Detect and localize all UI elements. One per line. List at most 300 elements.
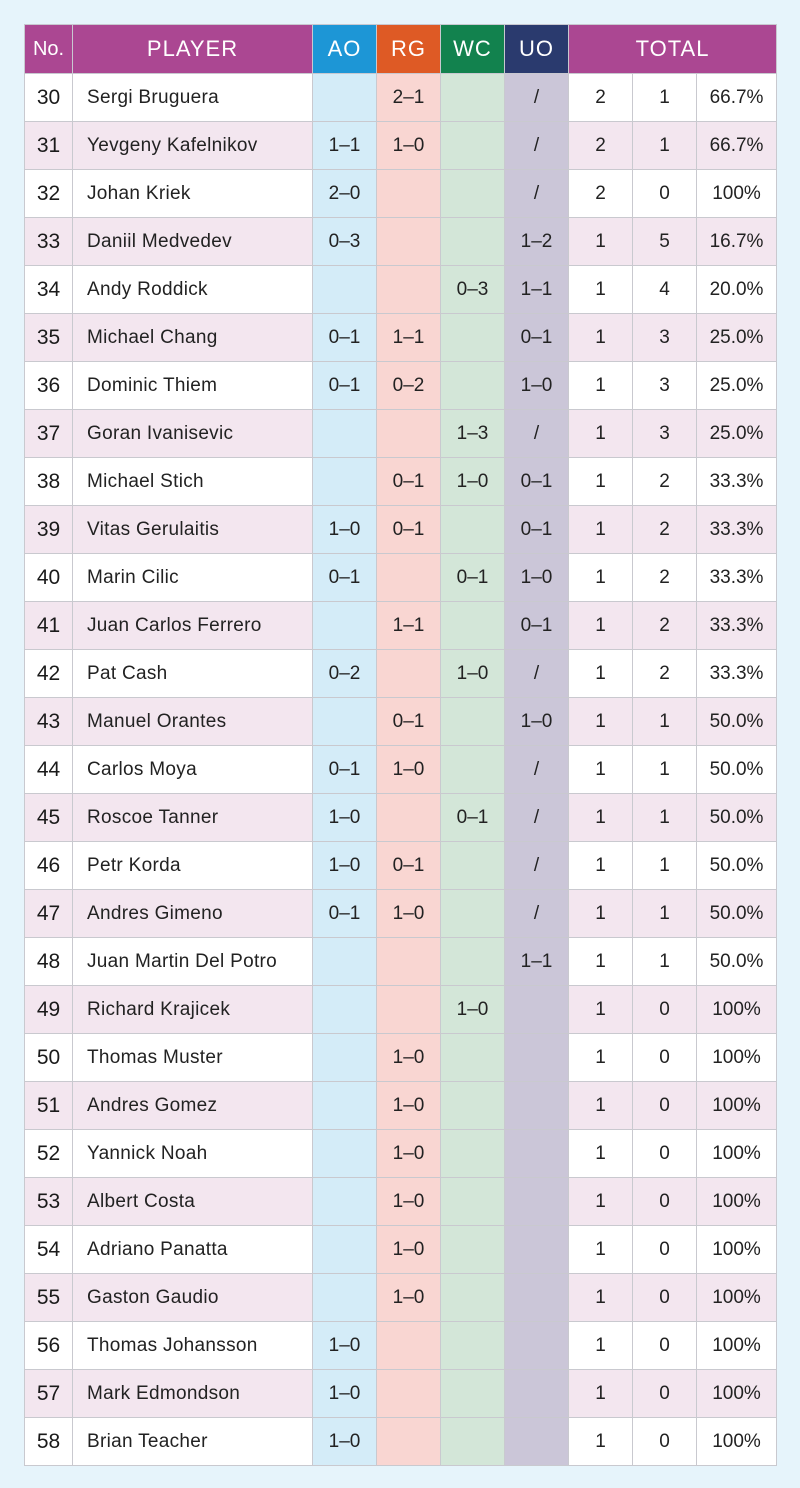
cell-pct: 100% bbox=[697, 1178, 777, 1226]
cell-losses: 0 bbox=[633, 1226, 697, 1274]
cell-pct: 33.3% bbox=[697, 602, 777, 650]
cell-player: Sergi Bruguera bbox=[73, 74, 313, 122]
cell-no: 40 bbox=[25, 554, 73, 602]
cell-uo: / bbox=[505, 122, 569, 170]
cell-no: 53 bbox=[25, 1178, 73, 1226]
cell-player: Pat Cash bbox=[73, 650, 313, 698]
cell-losses: 0 bbox=[633, 1130, 697, 1178]
cell-pct: 66.7% bbox=[697, 122, 777, 170]
table-row bbox=[25, 218, 777, 266]
cell-no: 33 bbox=[25, 218, 73, 266]
cell-pct: 20.0% bbox=[697, 266, 777, 314]
cell-player: Michael Chang bbox=[73, 314, 313, 362]
cell-wins: 1 bbox=[569, 602, 633, 650]
cell-rg bbox=[377, 794, 441, 842]
cell-uo bbox=[505, 1226, 569, 1274]
cell-wc: 1–0 bbox=[441, 986, 505, 1034]
table-row bbox=[25, 1322, 777, 1370]
cell-wc bbox=[441, 218, 505, 266]
cell-rg bbox=[377, 554, 441, 602]
cell-ao: 1–0 bbox=[313, 1418, 377, 1466]
cell-ao bbox=[313, 74, 377, 122]
cell-wc bbox=[441, 170, 505, 218]
cell-wc bbox=[441, 1082, 505, 1130]
cell-no: 58 bbox=[25, 1418, 73, 1466]
cell-wc: 0–1 bbox=[441, 794, 505, 842]
cell-pct: 25.0% bbox=[697, 314, 777, 362]
cell-wc bbox=[441, 938, 505, 986]
cell-pct: 100% bbox=[697, 1130, 777, 1178]
cell-wins: 2 bbox=[569, 74, 633, 122]
cell-no: 54 bbox=[25, 1226, 73, 1274]
table-row bbox=[25, 1178, 777, 1226]
cell-losses: 3 bbox=[633, 314, 697, 362]
cell-rg bbox=[377, 218, 441, 266]
cell-rg: 1–0 bbox=[377, 122, 441, 170]
cell-wins: 1 bbox=[569, 794, 633, 842]
cell-player: Juan Carlos Ferrero bbox=[73, 602, 313, 650]
cell-uo: 0–1 bbox=[505, 314, 569, 362]
table-row bbox=[25, 890, 777, 938]
table-row bbox=[25, 602, 777, 650]
cell-losses: 3 bbox=[633, 410, 697, 458]
header-no: No. bbox=[25, 25, 73, 74]
cell-no: 57 bbox=[25, 1370, 73, 1418]
cell-no: 31 bbox=[25, 122, 73, 170]
cell-pct: 16.7% bbox=[697, 218, 777, 266]
cell-player: Roscoe Tanner bbox=[73, 794, 313, 842]
table-row bbox=[25, 1082, 777, 1130]
cell-player: Michael Stich bbox=[73, 458, 313, 506]
cell-rg: 1–0 bbox=[377, 1130, 441, 1178]
cell-uo: / bbox=[505, 74, 569, 122]
table-row bbox=[25, 122, 777, 170]
cell-pct: 50.0% bbox=[697, 842, 777, 890]
cell-pct: 100% bbox=[697, 1034, 777, 1082]
cell-rg: 1–0 bbox=[377, 1226, 441, 1274]
cell-rg bbox=[377, 938, 441, 986]
cell-wins: 1 bbox=[569, 362, 633, 410]
header-total: TOTAL bbox=[569, 25, 777, 74]
cell-wins: 1 bbox=[569, 1178, 633, 1226]
cell-pct: 100% bbox=[697, 1274, 777, 1322]
cell-wins: 1 bbox=[569, 1130, 633, 1178]
cell-uo bbox=[505, 1130, 569, 1178]
cell-player: Mark Edmondson bbox=[73, 1370, 313, 1418]
cell-no: 51 bbox=[25, 1082, 73, 1130]
cell-wins: 1 bbox=[569, 698, 633, 746]
cell-rg: 0–1 bbox=[377, 842, 441, 890]
cell-ao bbox=[313, 986, 377, 1034]
cell-uo: / bbox=[505, 890, 569, 938]
cell-wc bbox=[441, 698, 505, 746]
cell-uo bbox=[505, 1418, 569, 1466]
cell-player: Richard Krajicek bbox=[73, 986, 313, 1034]
cell-ao: 1–1 bbox=[313, 122, 377, 170]
cell-pct: 25.0% bbox=[697, 362, 777, 410]
table-row bbox=[25, 1274, 777, 1322]
table-row bbox=[25, 1418, 777, 1466]
cell-wc bbox=[441, 1418, 505, 1466]
cell-uo: 1–2 bbox=[505, 218, 569, 266]
table-row bbox=[25, 554, 777, 602]
cell-player: Petr Korda bbox=[73, 842, 313, 890]
cell-rg bbox=[377, 266, 441, 314]
cell-uo: 1–1 bbox=[505, 266, 569, 314]
table-row bbox=[25, 938, 777, 986]
cell-wc bbox=[441, 74, 505, 122]
cell-losses: 0 bbox=[633, 1178, 697, 1226]
cell-wins: 1 bbox=[569, 1418, 633, 1466]
cell-rg: 1–0 bbox=[377, 1082, 441, 1130]
cell-uo bbox=[505, 986, 569, 1034]
table-row bbox=[25, 314, 777, 362]
cell-no: 35 bbox=[25, 314, 73, 362]
cell-ao: 1–0 bbox=[313, 1322, 377, 1370]
table-row bbox=[25, 698, 777, 746]
cell-ao: 0–1 bbox=[313, 362, 377, 410]
cell-losses: 1 bbox=[633, 698, 697, 746]
cell-wins: 1 bbox=[569, 1082, 633, 1130]
cell-wins: 1 bbox=[569, 650, 633, 698]
cell-wc: 1–0 bbox=[441, 458, 505, 506]
header-wc: WC bbox=[441, 25, 505, 74]
cell-ao: 0–3 bbox=[313, 218, 377, 266]
cell-rg: 0–1 bbox=[377, 458, 441, 506]
cell-ao: 0–2 bbox=[313, 650, 377, 698]
table-row bbox=[25, 266, 777, 314]
cell-rg bbox=[377, 986, 441, 1034]
cell-ao: 1–0 bbox=[313, 1370, 377, 1418]
cell-uo: 1–0 bbox=[505, 698, 569, 746]
cell-player: Manuel Orantes bbox=[73, 698, 313, 746]
cell-no: 39 bbox=[25, 506, 73, 554]
cell-losses: 1 bbox=[633, 938, 697, 986]
cell-wins: 1 bbox=[569, 1274, 633, 1322]
header-row bbox=[25, 25, 777, 74]
cell-losses: 0 bbox=[633, 1322, 697, 1370]
cell-ao: 1–0 bbox=[313, 842, 377, 890]
cell-rg: 1–1 bbox=[377, 314, 441, 362]
cell-uo: 0–1 bbox=[505, 506, 569, 554]
cell-player: Vitas Gerulaitis bbox=[73, 506, 313, 554]
cell-wins: 1 bbox=[569, 506, 633, 554]
cell-player: Johan Kriek bbox=[73, 170, 313, 218]
cell-losses: 0 bbox=[633, 1034, 697, 1082]
cell-ao bbox=[313, 1226, 377, 1274]
cell-rg: 1–0 bbox=[377, 1178, 441, 1226]
cell-losses: 1 bbox=[633, 842, 697, 890]
cell-uo: 1–1 bbox=[505, 938, 569, 986]
cell-wc bbox=[441, 602, 505, 650]
cell-wins: 2 bbox=[569, 170, 633, 218]
cell-rg bbox=[377, 410, 441, 458]
cell-uo bbox=[505, 1370, 569, 1418]
cell-rg bbox=[377, 1370, 441, 1418]
cell-wc bbox=[441, 1226, 505, 1274]
cell-player: Adriano Panatta bbox=[73, 1226, 313, 1274]
cell-wins: 1 bbox=[569, 842, 633, 890]
cell-no: 43 bbox=[25, 698, 73, 746]
cell-no: 50 bbox=[25, 1034, 73, 1082]
cell-losses: 4 bbox=[633, 266, 697, 314]
cell-no: 36 bbox=[25, 362, 73, 410]
cell-rg: 2–1 bbox=[377, 74, 441, 122]
table-row bbox=[25, 842, 777, 890]
cell-player: Yevgeny Kafelnikov bbox=[73, 122, 313, 170]
cell-wc bbox=[441, 1370, 505, 1418]
cell-uo: / bbox=[505, 794, 569, 842]
cell-ao: 0–1 bbox=[313, 890, 377, 938]
cell-player: Albert Costa bbox=[73, 1178, 313, 1226]
cell-ao bbox=[313, 1274, 377, 1322]
table-row bbox=[25, 410, 777, 458]
cell-rg: 0–2 bbox=[377, 362, 441, 410]
cell-rg: 1–0 bbox=[377, 1274, 441, 1322]
cell-uo bbox=[505, 1034, 569, 1082]
cell-wc bbox=[441, 1130, 505, 1178]
cell-no: 45 bbox=[25, 794, 73, 842]
cell-losses: 2 bbox=[633, 650, 697, 698]
cell-pct: 33.3% bbox=[697, 650, 777, 698]
cell-no: 34 bbox=[25, 266, 73, 314]
cell-wc bbox=[441, 122, 505, 170]
cell-player: Brian Teacher bbox=[73, 1418, 313, 1466]
cell-ao: 1–0 bbox=[313, 506, 377, 554]
cell-wc: 1–3 bbox=[441, 410, 505, 458]
cell-uo: / bbox=[505, 170, 569, 218]
cell-losses: 0 bbox=[633, 1370, 697, 1418]
table-row bbox=[25, 1226, 777, 1274]
cell-ao bbox=[313, 1082, 377, 1130]
cell-no: 37 bbox=[25, 410, 73, 458]
cell-wc: 0–1 bbox=[441, 554, 505, 602]
cell-losses: 1 bbox=[633, 890, 697, 938]
cell-losses: 1 bbox=[633, 74, 697, 122]
cell-wc: 0–3 bbox=[441, 266, 505, 314]
cell-player: Yannick Noah bbox=[73, 1130, 313, 1178]
cell-losses: 2 bbox=[633, 602, 697, 650]
cell-wins: 1 bbox=[569, 554, 633, 602]
standings-table bbox=[24, 24, 777, 1466]
cell-losses: 2 bbox=[633, 458, 697, 506]
cell-losses: 1 bbox=[633, 794, 697, 842]
cell-player: Marin Cilic bbox=[73, 554, 313, 602]
cell-ao: 2–0 bbox=[313, 170, 377, 218]
cell-no: 38 bbox=[25, 458, 73, 506]
cell-no: 49 bbox=[25, 986, 73, 1034]
cell-player: Thomas Johansson bbox=[73, 1322, 313, 1370]
cell-ao bbox=[313, 938, 377, 986]
table-row bbox=[25, 362, 777, 410]
cell-wins: 1 bbox=[569, 1370, 633, 1418]
table-row bbox=[25, 746, 777, 794]
cell-rg bbox=[377, 650, 441, 698]
cell-wc bbox=[441, 1274, 505, 1322]
cell-wc: 1–0 bbox=[441, 650, 505, 698]
cell-wc bbox=[441, 1034, 505, 1082]
table-row bbox=[25, 1130, 777, 1178]
header-uo: UO bbox=[505, 25, 569, 74]
cell-player: Daniil Medvedev bbox=[73, 218, 313, 266]
header-player: PLAYER bbox=[73, 25, 313, 74]
cell-no: 46 bbox=[25, 842, 73, 890]
cell-uo: / bbox=[505, 746, 569, 794]
cell-pct: 100% bbox=[697, 1322, 777, 1370]
cell-pct: 50.0% bbox=[697, 746, 777, 794]
cell-wc bbox=[441, 362, 505, 410]
cell-ao bbox=[313, 266, 377, 314]
cell-wins: 1 bbox=[569, 410, 633, 458]
cell-no: 55 bbox=[25, 1274, 73, 1322]
cell-rg bbox=[377, 1418, 441, 1466]
cell-ao bbox=[313, 410, 377, 458]
cell-uo: 1–0 bbox=[505, 362, 569, 410]
cell-wc bbox=[441, 1178, 505, 1226]
cell-no: 44 bbox=[25, 746, 73, 794]
table-row bbox=[25, 650, 777, 698]
cell-rg: 1–0 bbox=[377, 890, 441, 938]
cell-pct: 100% bbox=[697, 1082, 777, 1130]
cell-pct: 66.7% bbox=[697, 74, 777, 122]
cell-uo bbox=[505, 1322, 569, 1370]
cell-wins: 1 bbox=[569, 986, 633, 1034]
cell-pct: 50.0% bbox=[697, 890, 777, 938]
cell-ao: 0–1 bbox=[313, 746, 377, 794]
cell-uo: / bbox=[505, 410, 569, 458]
cell-uo bbox=[505, 1178, 569, 1226]
cell-no: 48 bbox=[25, 938, 73, 986]
cell-rg: 1–1 bbox=[377, 602, 441, 650]
cell-losses: 2 bbox=[633, 554, 697, 602]
cell-pct: 100% bbox=[697, 170, 777, 218]
cell-wc bbox=[441, 506, 505, 554]
header-ao: AO bbox=[313, 25, 377, 74]
cell-player: Thomas Muster bbox=[73, 1034, 313, 1082]
cell-no: 56 bbox=[25, 1322, 73, 1370]
cell-pct: 50.0% bbox=[697, 794, 777, 842]
cell-wc bbox=[441, 746, 505, 794]
table-body bbox=[25, 74, 777, 1466]
table-row bbox=[25, 170, 777, 218]
cell-losses: 0 bbox=[633, 1082, 697, 1130]
cell-wins: 1 bbox=[569, 1034, 633, 1082]
table-header bbox=[25, 25, 777, 74]
cell-ao bbox=[313, 602, 377, 650]
cell-no: 52 bbox=[25, 1130, 73, 1178]
cell-wins: 1 bbox=[569, 890, 633, 938]
cell-ao bbox=[313, 698, 377, 746]
cell-no: 32 bbox=[25, 170, 73, 218]
cell-player: Andres Gomez bbox=[73, 1082, 313, 1130]
cell-ao: 0–1 bbox=[313, 314, 377, 362]
cell-losses: 0 bbox=[633, 986, 697, 1034]
cell-wins: 1 bbox=[569, 938, 633, 986]
header-rg: RG bbox=[377, 25, 441, 74]
cell-wc bbox=[441, 1322, 505, 1370]
cell-no: 41 bbox=[25, 602, 73, 650]
cell-player: Juan Martin Del Potro bbox=[73, 938, 313, 986]
cell-wc bbox=[441, 314, 505, 362]
cell-player: Goran Ivanisevic bbox=[73, 410, 313, 458]
cell-no: 42 bbox=[25, 650, 73, 698]
cell-pct: 33.3% bbox=[697, 554, 777, 602]
cell-rg bbox=[377, 1322, 441, 1370]
cell-rg: 0–1 bbox=[377, 506, 441, 554]
cell-pct: 100% bbox=[697, 1226, 777, 1274]
cell-losses: 0 bbox=[633, 170, 697, 218]
cell-wins: 1 bbox=[569, 1226, 633, 1274]
cell-losses: 0 bbox=[633, 1418, 697, 1466]
cell-wc bbox=[441, 890, 505, 938]
table-row bbox=[25, 74, 777, 122]
cell-uo: 0–1 bbox=[505, 458, 569, 506]
cell-player: Dominic Thiem bbox=[73, 362, 313, 410]
cell-player: Andres Gimeno bbox=[73, 890, 313, 938]
cell-pct: 100% bbox=[697, 1418, 777, 1466]
cell-pct: 33.3% bbox=[697, 458, 777, 506]
cell-uo bbox=[505, 1082, 569, 1130]
cell-wins: 2 bbox=[569, 122, 633, 170]
cell-rg bbox=[377, 170, 441, 218]
cell-losses: 5 bbox=[633, 218, 697, 266]
table-row bbox=[25, 1370, 777, 1418]
cell-losses: 0 bbox=[633, 1274, 697, 1322]
cell-ao bbox=[313, 1130, 377, 1178]
cell-wins: 1 bbox=[569, 218, 633, 266]
cell-uo bbox=[505, 1274, 569, 1322]
cell-wins: 1 bbox=[569, 314, 633, 362]
cell-ao: 0–1 bbox=[313, 554, 377, 602]
cell-wins: 1 bbox=[569, 458, 633, 506]
cell-ao bbox=[313, 1034, 377, 1082]
table-row bbox=[25, 794, 777, 842]
table-row bbox=[25, 986, 777, 1034]
cell-ao: 1–0 bbox=[313, 794, 377, 842]
cell-player: Gaston Gaudio bbox=[73, 1274, 313, 1322]
cell-pct: 50.0% bbox=[697, 698, 777, 746]
cell-rg: 1–0 bbox=[377, 746, 441, 794]
cell-pct: 100% bbox=[697, 986, 777, 1034]
cell-losses: 3 bbox=[633, 362, 697, 410]
cell-losses: 1 bbox=[633, 746, 697, 794]
table-row bbox=[25, 1034, 777, 1082]
cell-ao bbox=[313, 458, 377, 506]
cell-player: Andy Roddick bbox=[73, 266, 313, 314]
cell-no: 30 bbox=[25, 74, 73, 122]
cell-uo: / bbox=[505, 650, 569, 698]
cell-pct: 25.0% bbox=[697, 410, 777, 458]
cell-wins: 1 bbox=[569, 746, 633, 794]
cell-rg: 0–1 bbox=[377, 698, 441, 746]
table-row bbox=[25, 458, 777, 506]
cell-no: 47 bbox=[25, 890, 73, 938]
cell-wc bbox=[441, 842, 505, 890]
cell-ao bbox=[313, 1178, 377, 1226]
cell-uo: 0–1 bbox=[505, 602, 569, 650]
cell-pct: 100% bbox=[697, 1370, 777, 1418]
cell-uo: / bbox=[505, 842, 569, 890]
cell-wins: 1 bbox=[569, 1322, 633, 1370]
cell-wins: 1 bbox=[569, 266, 633, 314]
cell-losses: 2 bbox=[633, 506, 697, 554]
cell-uo: 1–0 bbox=[505, 554, 569, 602]
cell-losses: 1 bbox=[633, 122, 697, 170]
cell-pct: 50.0% bbox=[697, 938, 777, 986]
cell-player: Carlos Moya bbox=[73, 746, 313, 794]
cell-pct: 33.3% bbox=[697, 506, 777, 554]
table-row bbox=[25, 506, 777, 554]
